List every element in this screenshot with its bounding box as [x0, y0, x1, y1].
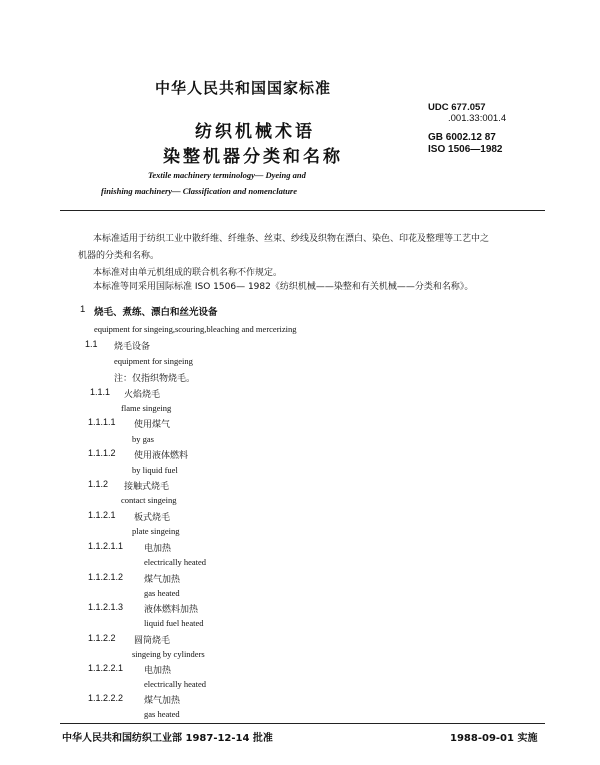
term-name-zh: 接触式烧毛: [124, 482, 170, 492]
approval-line: 中华人民共和国纺织工业部 1987-12-14 批准: [62, 733, 273, 744]
term-code: 1.1.1.1: [88, 417, 116, 427]
term-code: 1.1.1: [90, 387, 111, 397]
term-code: 1.1.2.1.2: [88, 572, 124, 582]
term-name-en: equipment for singeing: [114, 356, 193, 366]
term-code: 1.1.2.2.2: [88, 693, 124, 703]
gb-number: GB 6002.12 87: [428, 132, 496, 143]
title-line1: 纺织机械术语: [195, 122, 315, 142]
term-code: 1.1.2.1.3: [88, 602, 124, 612]
term-name-zh: 液体燃料加热: [144, 605, 199, 615]
term-name-zh: 圆筒烧毛: [134, 636, 171, 646]
term-name-en: gas heated: [144, 709, 180, 719]
intro-paragraph-1-line2: 机器的分类和名称。: [78, 251, 160, 261]
udc-code-line1: UDC 677.057: [428, 102, 486, 113]
term-name-zh: 使用煤气: [134, 420, 171, 430]
section-number: 1: [80, 304, 86, 315]
intro-paragraph-2: 本标准对由单元机组成的联合机名称不作规定。: [93, 268, 283, 278]
term-name-en: gas heated: [144, 588, 180, 598]
term-name-en: by gas: [132, 434, 154, 444]
term-name-en: liquid fuel heated: [144, 618, 204, 628]
term-name-zh: 电加热: [144, 544, 172, 554]
term-name-zh: 火焰烧毛: [124, 390, 161, 400]
term-name-zh: 煤气加热: [144, 696, 181, 706]
term-code: 1.1.2: [88, 479, 109, 489]
term-code: 1.1.1.2: [88, 448, 116, 458]
term-name-zh: 使用液体燃料: [134, 451, 189, 461]
term-code: 1.1.2.2.1: [88, 663, 124, 673]
national-standard-heading: 中华人民共和国国家标准: [155, 79, 332, 97]
term-name-en: by liquid fuel: [132, 465, 178, 475]
term-code: 1.1.2.1.1: [88, 541, 124, 551]
term-name-en: plate singeing: [132, 526, 180, 536]
title-en-line1: Textile machinery terminology— Dyeing and: [148, 170, 306, 180]
term-name-zh: 煤气加热: [144, 575, 181, 585]
term-name-en: electrically heated: [144, 557, 207, 567]
term-name-en: singeing by cylinders: [132, 649, 205, 659]
term-name-zh: 电加热: [144, 666, 172, 676]
title-en-line2: finishing machinery— Classification and nomenclature: [101, 186, 298, 196]
term-name-zh: 板式烧毛: [134, 513, 171, 523]
term-name-en: electrically heated: [144, 679, 207, 689]
term-name-zh: 烧毛设备: [114, 342, 151, 352]
term-code: 1.1.2.1: [88, 510, 116, 520]
title-line2: 染整机器分类和名称: [163, 147, 343, 167]
term-code: 1.1: [85, 339, 98, 349]
implementation-date: 1988-09-01 实施: [450, 733, 538, 744]
term-code: 1.1.2.2: [88, 633, 116, 643]
intro-paragraph-1-line1: 本标准适用于纺织工业中散纤维、纤维条、丝束、纱线及织物在漂白、染色、印花及整理等工艺中之: [93, 234, 490, 244]
iso-number: ISO 1506—1982: [428, 144, 503, 155]
term-note: 注：仅指织物烧毛。: [114, 374, 196, 384]
term-name-en: flame singeing: [121, 403, 172, 413]
section-title-zh: 烧毛、煮练、漂白和丝光设备: [94, 307, 218, 318]
section-title-en: equipment for singeing,scouring,bleaching and mercerizing: [94, 324, 297, 334]
footer-rule: [60, 723, 545, 724]
udc-code-line2: .001.33:001.4: [448, 113, 507, 124]
header-rule: [60, 210, 545, 211]
intro-paragraph-3: 本标准等同采用国际标准 ISO 1506— 1982《纺织机械——染整和有关机械——分类和名称》。: [93, 282, 474, 292]
term-name-en: contact singeing: [121, 495, 177, 505]
